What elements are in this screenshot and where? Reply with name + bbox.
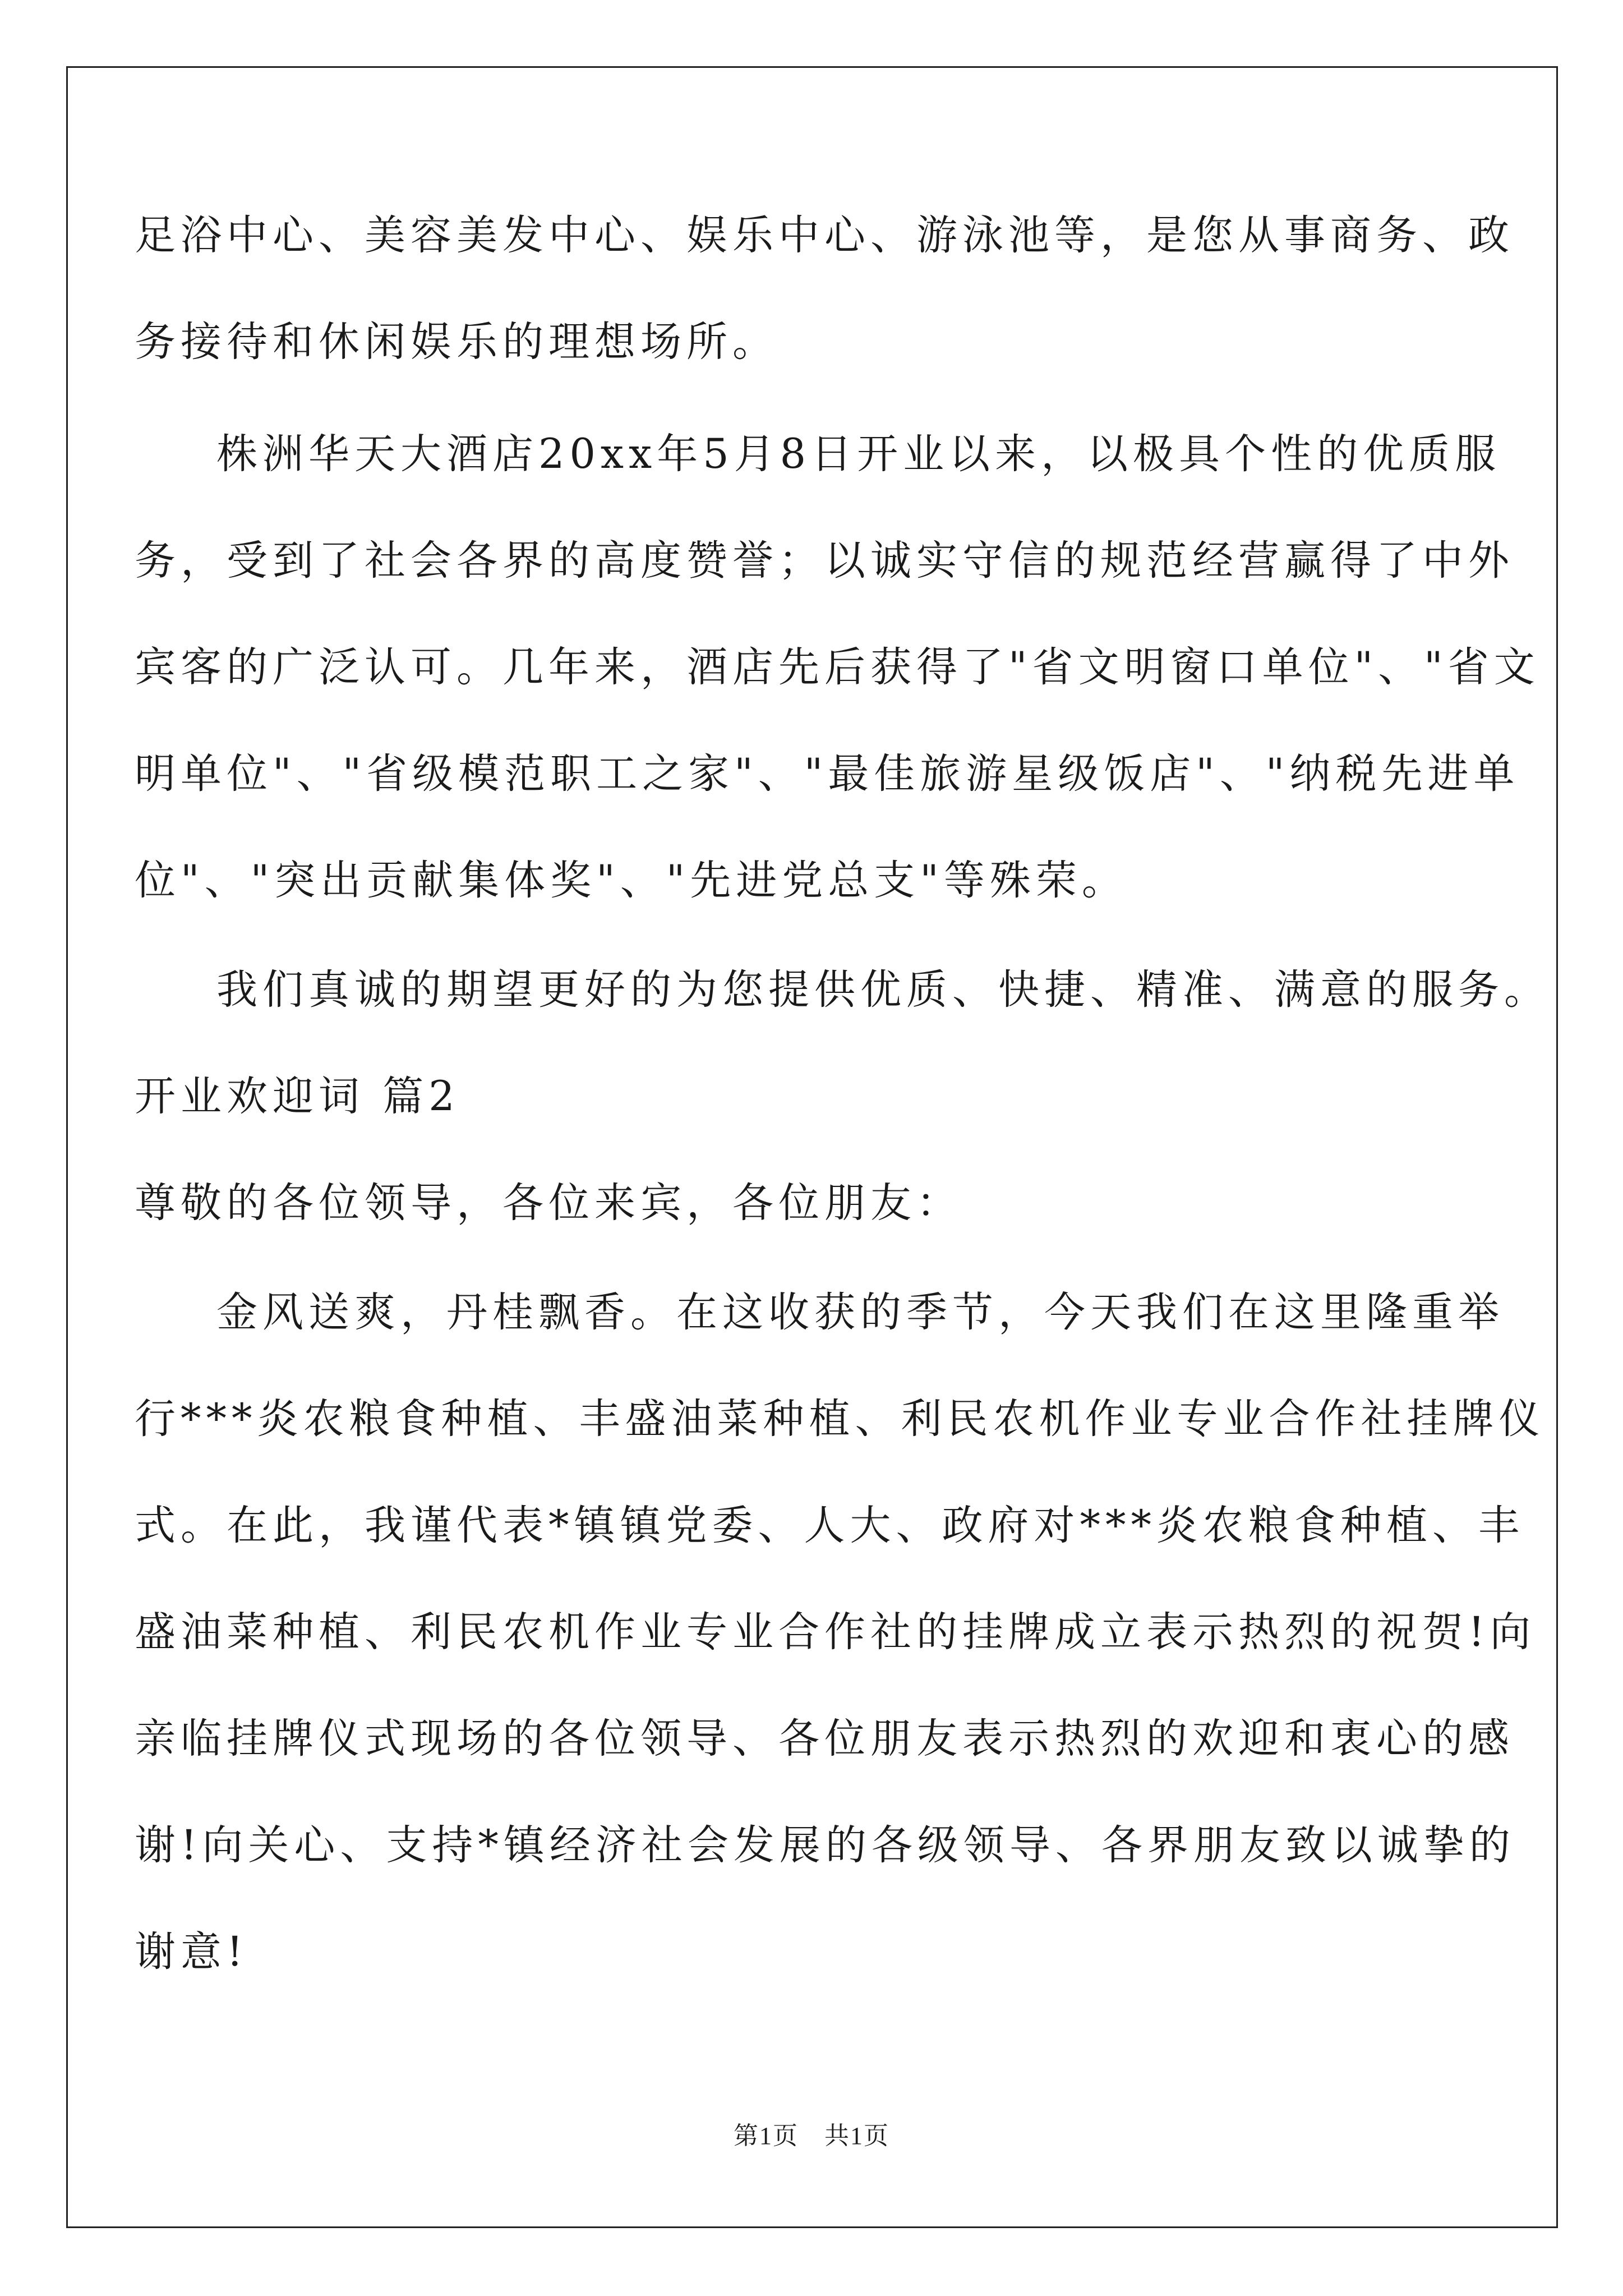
text-line: 位"、"突出贡献集体奖"、"先进党总支"等殊荣。: [135, 857, 1128, 904]
text-line: 谢!向关心、支持*镇经济社会发展的各级领导、各界朋友致以诚挚的: [135, 1821, 1515, 1869]
text-line: 足浴中心、美容美发中心、娱乐中心、游泳池等，是您从事商务、政: [135, 211, 1514, 259]
section-heading: 开业欢迎词 篇2: [135, 1073, 460, 1120]
text-line: 宾客的广泛认可。几年来，酒店先后获得了"省文明窗口单位"、"省文: [135, 643, 1540, 691]
page-number-footer: 第1页 共1页: [734, 2122, 889, 2150]
text-line: 务，受到了社会各界的高度赞誉；以诚实守信的规范经营赢得了中外: [135, 537, 1514, 585]
text-line: 式。在此，我谨代表*镇镇党委、人大、政府对***炎农粮食种植、丰: [135, 1502, 1524, 1549]
text-line: 务接待和休闲娱乐的理想场所。: [135, 318, 778, 366]
page-frame: [66, 66, 1558, 2228]
text-line: 明单位"、"省级模范职工之家"、"最佳旅游星级饭店"、"纳税先进单: [135, 750, 1520, 798]
paragraph-line: 株洲华天大酒店20xx年5月8日开业以来，以极具个性的优质服: [216, 430, 1501, 478]
text-line: 盛油菜种植、利民农机作业专业合作社的挂牌成立表示热烈的祝贺!向: [135, 1608, 1536, 1656]
paragraph-line: 金风送爽，丹桂飘香。在这收获的季节，今天我们在这里隆重举: [216, 1289, 1504, 1336]
salutation-line: 尊敬的各位领导，各位来宾，各位朋友：: [135, 1179, 962, 1227]
paragraph-line: 我们真诚的期望更好的为您提供优质、快捷、精准、满意的服务。: [216, 966, 1550, 1014]
text-line: 行***炎农粮食种植、丰盛油菜种植、利民农机作业专业合作社挂牌仪: [135, 1395, 1545, 1443]
text-line: 谢意!: [135, 1928, 248, 1976]
text-line: 亲临挂牌仪式现场的各位领导、各位朋友表示热烈的欢迎和衷心的感: [135, 1715, 1514, 1763]
